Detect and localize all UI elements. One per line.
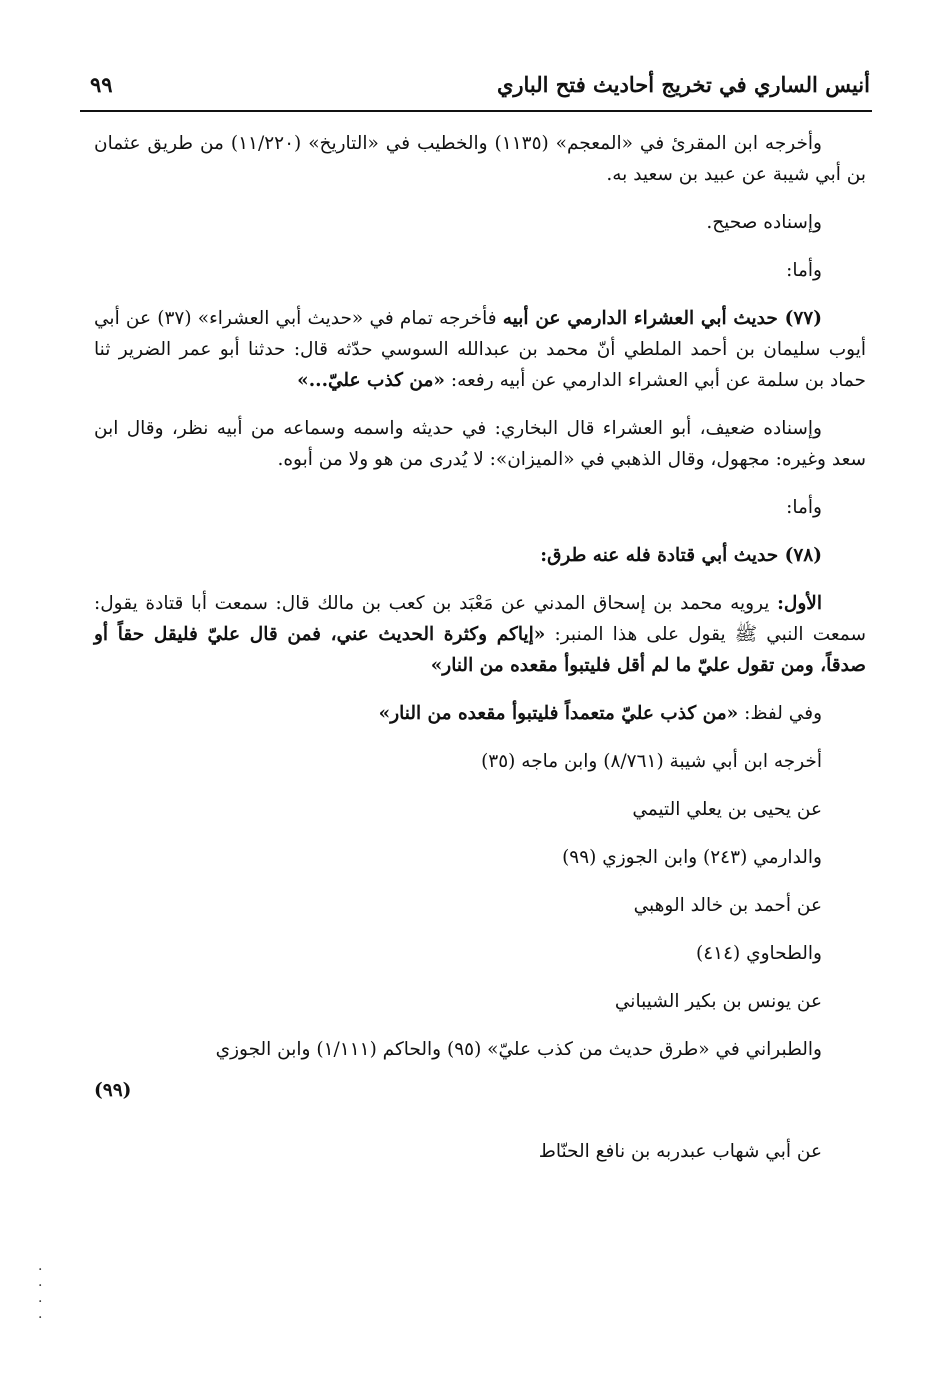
- alt-wording-matn: «من كذب عليّ متعمداً فليتبوأ مقعده من النار»: [378, 703, 739, 724]
- scan-marks: · · · ·: [38, 1262, 43, 1326]
- book-title: أنيس الساري في تخريج أحاديث فتح الباري: [496, 72, 870, 97]
- paragraph-text: عن أحمد بن خالد الوهبي: [633, 895, 822, 916]
- paragraph-text: والدارمي (٢٤٣) وابن الجوزي (٩٩): [562, 847, 822, 868]
- route-label-first: الأول:: [777, 593, 822, 614]
- orphan-reference: (٩٩): [94, 1080, 132, 1101]
- paragraph-wa-amma-2: [94, 492, 866, 523]
- paragraph-wa-amma-1: [94, 255, 866, 286]
- paragraph-text: فأخرجه تمام في «حديث أبي العشراء» (٣٧) عن أبي أيوب سليمان بن أحمد الملطي أنّ محمد بن عبدالله السوسي حدّثه قال: حدثنا أبو عمر الضرير ثنا حماد بن سلمة عن أبي العشراء الدارمي عن أبيه رفعه:: [94, 308, 866, 391]
- paragraph-text: والطبراني في «طرق حديث من كذب عليّ» (٩٥) والحاكم (١/١١١) وابن الجوزي: [215, 1039, 822, 1060]
- paragraph-text: وأخرجه ابن المقرئ في «المعجم» (١١٣٥) والخطيب في «التاريخ» (١١/٢٢٠) من طريق عثمان بن أبي شيبة عن عبيد بن سعيد به.: [94, 133, 866, 185]
- paragraph-hadith-77: [94, 303, 866, 396]
- paragraph-text: عن أبي شهاب عبدربه بن نافع الحنّاط: [538, 1141, 822, 1162]
- paragraph-text: عن يونس بن بكير الشيباني: [614, 991, 822, 1012]
- paragraph-text: أخرجه ابن أبي شيبة (٨/٧٦١) وابن ماجه (٣٥): [481, 751, 822, 772]
- paragraph-narrator-ahmad: [94, 890, 866, 921]
- paragraph-hadith-78: [94, 540, 866, 571]
- paragraph-text: عن يحيى بن يعلي التيمي: [632, 799, 822, 820]
- paragraph-text: وإسناده ضعيف، أبو العشراء قال البخاري: في حديثه واسمه وسماعه من أبيه نظر، وقال ابن سعد وغيره: مجهول، وقال الذهبي في «الميزان»: لا يُدرى من هو ولا من أبوه.: [94, 418, 866, 470]
- paragraph-text: والطحاوي (٤١٤): [695, 943, 822, 964]
- spacer: [94, 1106, 866, 1136]
- paragraph-text: وفي لفظ:: [738, 703, 822, 724]
- paragraph-isnad-daif: [94, 413, 866, 475]
- running-header: [80, 72, 870, 108]
- header-divider: [80, 110, 872, 112]
- paragraph-takhrij-ibn-abi-shayba: [94, 746, 866, 777]
- paragraph-takhrij-darimi: [94, 842, 866, 873]
- paragraph-text: يرويه محمد بن إسحاق المدني عن مَعْبَد بن كعب بن مالك قال: سمعت أبا قتادة يقول: سمعت النبي ﷺ يقول على هذا المنبر:: [94, 593, 866, 645]
- paragraph-text: وأما:: [786, 260, 822, 281]
- hadith-matn-77: «من كذب عليّ...»: [297, 370, 445, 391]
- paragraph-takhrij-tabarani: [94, 1034, 866, 1065]
- paragraph-isnad-sahih: [94, 207, 866, 238]
- paragraph-takhrij-tahawi: [94, 938, 866, 969]
- hadith-matn-78: «إياكم وكثرة الحديث عني، فمن قال عليّ فليقل حقاً أو صدقاً، ومن تقول عليّ ما لم أقل فليتبوأ مقعده من النار»: [94, 624, 866, 676]
- hadith-heading-78: (٧٨) حديث أبي قتادة فله عنه طرق:: [540, 545, 822, 566]
- paragraph-text: وأما:: [786, 497, 822, 518]
- paragraph-alt-wording: [94, 698, 866, 729]
- paragraph-takhrij-ibn-almuqri: [94, 128, 866, 190]
- paragraph-first-route: [94, 588, 866, 681]
- page-body: [94, 128, 866, 1184]
- page-number: ٩٩: [90, 72, 113, 97]
- paragraph-narrator-abu-shihab: [94, 1136, 866, 1167]
- hadith-heading-77: (٧٧) حديث أبي العشراء الدارمي عن أبيه: [502, 308, 822, 329]
- paragraph-text: وإسناده صحيح.: [706, 212, 822, 233]
- paragraph-narrator-yunus: [94, 986, 866, 1017]
- paragraph-narrator-yahya: [94, 794, 866, 825]
